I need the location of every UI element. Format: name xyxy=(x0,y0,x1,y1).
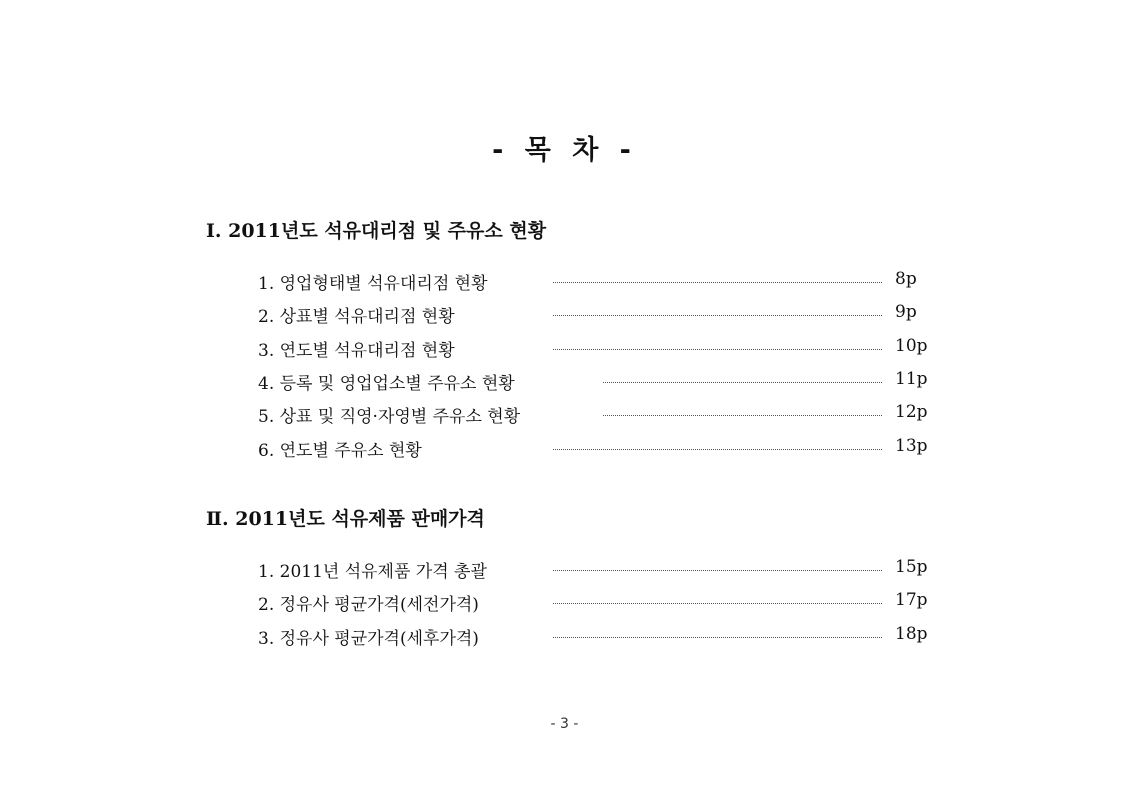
page-title: - 목 차 - xyxy=(492,135,637,166)
dot-leader xyxy=(603,415,882,416)
toc-entry-label: 1. 2011년 석유제품 가격 총괄 xyxy=(258,562,487,582)
toc-entry-page: 18p xyxy=(895,624,928,644)
toc-entry-label: 3. 연도별 석유대리점 현황 xyxy=(258,341,455,361)
toc-entry-page: 15p xyxy=(895,557,928,577)
dot-leader xyxy=(553,449,882,450)
dot-leader xyxy=(553,315,882,316)
dot-leader xyxy=(553,637,882,638)
toc-entry[interactable] xyxy=(258,269,938,295)
section-heading-1: Ⅰ. 2011년도 석유대리점 및 주유소 현황 xyxy=(206,220,547,242)
toc-entry-label: 5. 상표 및 직영·자영별 주유소 현황 xyxy=(258,407,521,427)
toc-entry-label: 4. 등록 및 영업업소별 주유소 현황 xyxy=(258,374,515,394)
toc-entry-label: 3. 정유사 평균가격(세후가격) xyxy=(258,629,479,649)
toc-entry[interactable] xyxy=(258,336,938,362)
dot-leader xyxy=(553,282,882,283)
toc-entry[interactable] xyxy=(258,402,938,428)
toc-entry-page: 9p xyxy=(895,302,917,322)
toc-entry-page: 10p xyxy=(895,336,928,356)
toc-entry-page: 11p xyxy=(895,369,928,389)
toc-entry[interactable] xyxy=(258,436,938,462)
page-number: - 3 - xyxy=(550,716,579,732)
toc-entry-label: 6. 연도별 주유소 현황 xyxy=(258,441,422,461)
toc-entry[interactable] xyxy=(258,557,938,583)
toc-entry-page: 12p xyxy=(895,402,928,422)
dot-leader xyxy=(553,570,882,571)
dot-leader xyxy=(553,349,882,350)
toc-entry-label: 2. 정유사 평균가격(세전가격) xyxy=(258,595,479,615)
dot-leader xyxy=(553,603,882,604)
section-heading-2: Ⅱ. 2011년도 석유제품 판매가격 xyxy=(206,508,485,530)
toc-entry[interactable] xyxy=(258,624,938,650)
toc-entry-page: 17p xyxy=(895,590,928,610)
toc-entry[interactable] xyxy=(258,369,938,395)
toc-entry-page: 8p xyxy=(895,269,917,289)
toc-entry-page: 13p xyxy=(895,436,928,456)
toc-entry[interactable] xyxy=(258,302,938,328)
dot-leader xyxy=(603,382,882,383)
toc-entry-label: 1. 영업형태별 석유대리점 현황 xyxy=(258,274,488,294)
toc-entry[interactable] xyxy=(258,590,938,616)
toc-entry-label: 2. 상표별 석유대리점 현황 xyxy=(258,307,455,327)
